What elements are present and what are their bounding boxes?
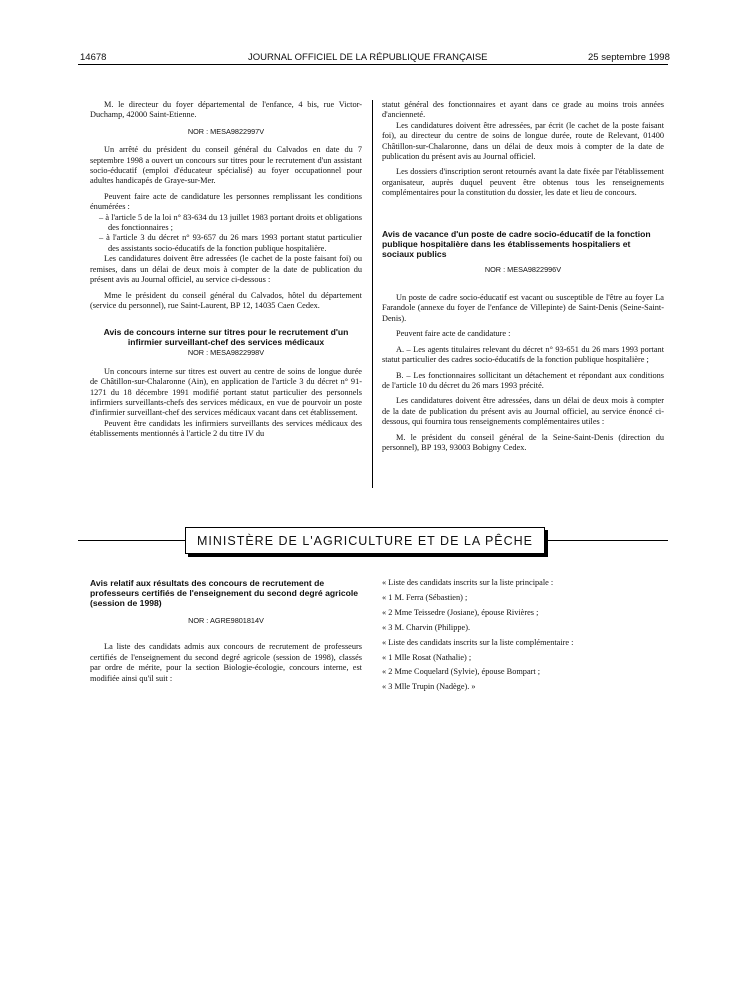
nor-reference: NOR : MESA9822996V <box>484 264 562 274</box>
agriculture-notice <box>90 578 362 684</box>
paragraph: Les candidatures doivent être adressées, par écrit (le cachet de la poste faisant foi), au directeur du centre de soins de longue durée, route de Relevant, 01400 Châtillon-sur-Chalaronne, dans un délai de deux mois à compter de la date de publication du présent avis au Journal officiel. <box>382 120 664 162</box>
paragraph: A. – Les agents titulaires relevant du décret n° 93-651 du 26 mars 1993 portant statut particulier des cadres socio-éducatifs de la fonction publique hospitalière ; <box>382 344 664 365</box>
list-item: – à l'article 5 de la loi n° 83-634 du 13 juillet 1983 portant droits et obligations des fonctionnaires ; <box>99 212 362 233</box>
paragraph: Les candidatures doivent être adressées, dans un délai de deux mois à compter de la date de publication du présent avis au Journal officiel, au service énoncé ci-dessous, qui fournira tous renseignements complémentaires utiles : <box>382 396 664 427</box>
paragraph: B. – Les fonctionnaires sollicitant un détachement et répondant aux conditions de l'article 10 du décret du 26 mars 1993 précité. <box>382 370 664 390</box>
nor-reference: NOR : MESA9822998V <box>187 348 265 358</box>
paragraph: Les dossiers d'inscription seront retournés avant la date fixée par l'établissement organisateur, auprès duquel peuvent être obtenus tous les renseignements complémentaires pour la constitution du dossier, les date et lieu de concours. <box>382 167 664 198</box>
list-item: « 3 Mlle Trupin (Nadège). » <box>382 682 476 692</box>
paragraph: Peuvent faire acte de candidature : <box>396 329 511 339</box>
list-item: « 1 Mlle Rosat (Nathalie) ; <box>382 652 472 662</box>
nor-reference: NOR : MESA9822997V <box>187 126 265 136</box>
list-item: « 2 Mme Teissedre (Josiane), épouse Rivières ; <box>382 607 539 617</box>
paragraph: Les candidatures doivent être adressées (le cachet de la poste faisant foi) ou remises, dans un délai de deux mois à compter de la date de publication du présent avis au Journal officiel, au service ci-dessous : <box>90 254 362 285</box>
paragraph: M. le président du conseil général de la Seine-Saint-Denis (direction du personnel), BP 193, 93003 Bobigny Cedex. <box>382 432 664 452</box>
paragraph: statut général des fonctionnaires et ayant dans ce grade au moins trois années d'ancienneté. <box>382 100 664 120</box>
page-number: 14678 <box>80 52 107 63</box>
paragraph: Mme le président du conseil général du Calvados, hôtel du département (service du personnel), rue Saint-Laurent, BP 12, 14035 Caen Cedex. <box>90 290 362 310</box>
paragraph: Peuvent faire acte de candidature les personnes remplissant les conditions énumérées : <box>90 191 362 212</box>
candidate-list <box>382 578 664 697</box>
ministry-heading: MINISTÈRE DE L'AGRICULTURE ET DE LA PÊCHE <box>185 527 545 554</box>
paragraph: Peuvent être candidats les infirmiers surveillants des services médicaux des établissements mentionnés à l'article 2 du titre IV du <box>90 418 362 439</box>
list-item: « 2 Mme Coquelard (Sylvie), épouse Bompart ; <box>382 667 541 677</box>
right-column <box>382 100 664 453</box>
nor-reference: NOR : AGRE9801814V <box>188 616 264 625</box>
notice-title: Avis relatif aux résultats des concours de recrutement de professeurs certifiés de l'enseignement du second degré agricole (session de 1998) <box>90 578 359 608</box>
journal-title: JOURNAL OFFICIEL DE LA RÉPUBLIQUE FRANÇAISE <box>248 52 488 63</box>
notice-title: Avis de concours interne sur titres pour le recrutement d'un infirmier surveillant-chef des services médicaux <box>103 327 349 348</box>
intro-address: M. le directeur du foyer départemental de l'enfance, 4 bis, rue Victor-Duchamp, 42000 Saint-Etienne. <box>90 100 362 120</box>
paragraph: Un concours interne sur titres est ouvert au centre de soins de longue durée de Châtillon-sur-Chalaronne (Ain), en application de l'article 3 du décret n° 91-1271 du 18 décembre 1991 modifié portant statut particulier des personnels infirmiers surveillants-chefs des services médicaux, en vue de pourvoir un poste d'infirmier surveillant-chef des services médicaux vacant dans cet établissement. <box>90 366 362 418</box>
column-rule <box>372 100 373 488</box>
list-item: « 1 M. Ferra (Sébastien) ; <box>382 592 468 602</box>
paragraph: La liste des candidats admis aux concours de recrutement de professeurs certifiés de l'enseignement du second degré agricole (session de 1998), classés par ordre de mérite, pour la section Biologie-écologie, concours interne, est modifiée ainsi qu'il suit : <box>90 642 362 683</box>
paragraph: Un arrêté du président du conseil général du Calvados en date du 7 septembre 1998 a ouvert un concours sur titres pour le recrutement d'un assistant socio-éducatif (emploi d'éducateur spécialisé) au foyer occupationnel pour adultes handicapés de Graye-sur-Mer. <box>90 145 362 186</box>
list-item: « 3 M. Charvin (Philippe). <box>382 622 471 632</box>
list-item: – à l'article 3 du décret n° 93-657 du 26 mars 1993 portant statut particulier des assistants socio-éducatifs de la fonction publique hospitalière. <box>99 233 362 253</box>
notice-title: Avis de vacance d'un poste de cadre socio-éducatif de la fonction publique hospitalière dans les établissements hospitaliers et sociaux publics <box>382 228 651 259</box>
list-heading: « Liste des candidats inscrits sur la liste complémentaire : <box>382 637 574 647</box>
paragraph: Un poste de cadre socio-éducatif est vacant ou susceptible de l'être au foyer La Farandole (annexe du foyer de l'enfance de Villepinte) de Saint-Denis (Seine-Saint-Denis). <box>382 293 664 323</box>
issue-date: 25 septembre 1998 <box>588 52 670 63</box>
header-rule <box>78 64 668 65</box>
list-heading: « Liste des candidats inscrits sur la liste principale : <box>382 578 554 587</box>
left-column <box>90 100 362 440</box>
